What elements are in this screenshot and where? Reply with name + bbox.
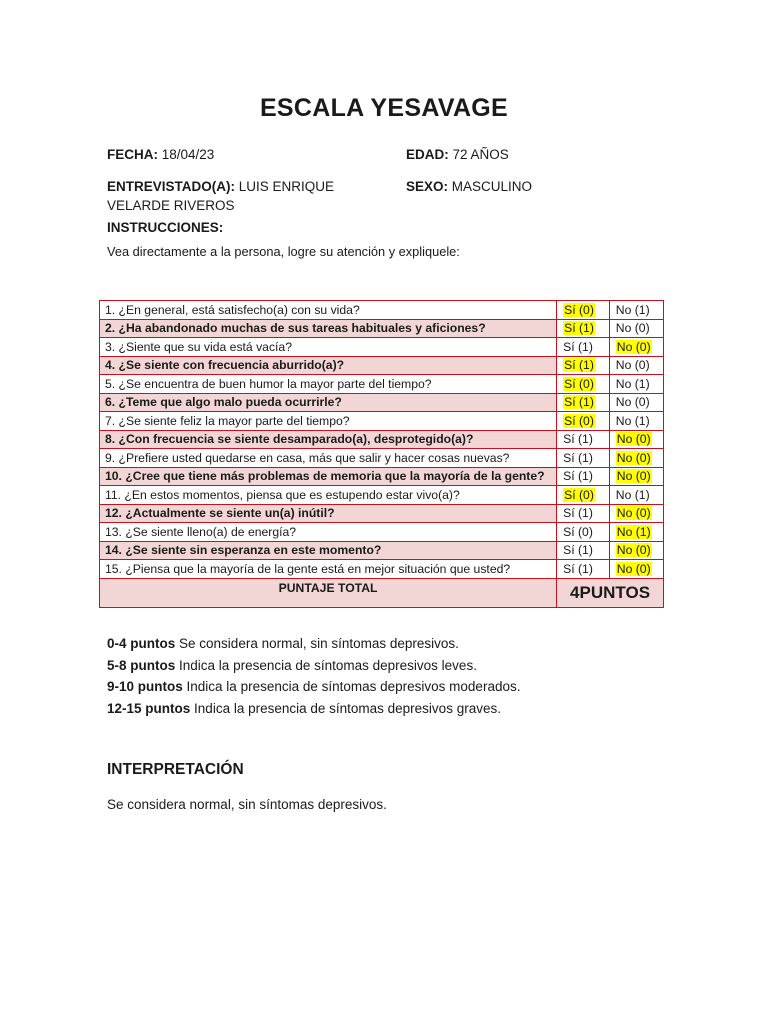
question-text: 14. ¿Se siente sin esperanza en este momento? <box>100 541 557 560</box>
answer-si: Sí (1) <box>563 506 593 521</box>
answer-no-cell <box>609 430 663 449</box>
total-row <box>100 578 664 607</box>
answer-si-cell <box>557 301 610 320</box>
answer-si-cell <box>557 560 610 579</box>
question-row <box>100 338 664 357</box>
answer-no: No (1) <box>615 487 650 502</box>
answer-si-cell <box>557 523 610 542</box>
answer-no-cell <box>609 449 663 468</box>
answer-no: No (0) <box>616 561 651 576</box>
answer-si-cell <box>557 319 610 338</box>
sexo-field <box>406 177 532 196</box>
fecha-field <box>107 145 214 164</box>
answer-no: No (0) <box>616 469 651 484</box>
answer-no-cell <box>609 356 663 375</box>
range-text: Indica la presencia de síntomas depresivos graves. <box>194 700 501 716</box>
scoring-ranges <box>107 633 520 719</box>
total-label: PUNTAJE TOTAL <box>100 578 557 607</box>
answer-si-cell <box>557 412 610 431</box>
answer-si-cell <box>557 486 610 505</box>
range-text: Indica la presencia de síntomas depresivos leves. <box>179 657 477 673</box>
question-text: 11. ¿En estos momentos, piensa que es estupendo estar vivo(a)? <box>100 486 557 505</box>
answer-no: No (0) <box>616 432 651 447</box>
answer-si-cell <box>557 393 610 412</box>
question-row <box>100 393 664 412</box>
range-label: 9-10 puntos <box>107 679 183 694</box>
edad-value: 72 AÑOS <box>452 147 509 162</box>
question-row <box>100 449 664 468</box>
entrevistado-value-line2: VELARDE RIVEROS <box>107 198 235 213</box>
answer-no: No (1) <box>616 524 651 539</box>
answer-si: Sí (1) <box>563 450 593 465</box>
edad-field <box>406 145 509 164</box>
answer-no-cell <box>609 486 663 505</box>
question-row <box>100 301 664 320</box>
range-item <box>107 655 520 677</box>
question-text: 5. ¿Se encuentra de buen humor la mayor parte del tiempo? <box>100 375 557 394</box>
interpretation-text: Se considera normal, sin síntomas depresivos. <box>107 797 387 812</box>
answer-si: Sí (1) <box>563 543 593 558</box>
entrevistado-field <box>107 177 334 215</box>
page-title: ESCALA YESAVAGE <box>259 94 509 122</box>
answer-si-cell <box>557 449 610 468</box>
answer-no-cell <box>609 504 663 523</box>
answer-no-cell <box>609 523 663 542</box>
range-label: 12-15 puntos <box>107 700 191 716</box>
interpretation-title: INTERPRETACIÓN <box>107 761 244 778</box>
answer-no: No (0) <box>616 543 651 558</box>
range-item <box>107 698 520 720</box>
range-label: 5-8 puntos <box>107 657 176 673</box>
answer-no-cell <box>609 412 663 431</box>
question-row <box>100 560 664 579</box>
answer-si: Sí (1) <box>563 469 593 484</box>
answer-si: Sí (1) <box>564 395 594 410</box>
answer-si: Sí (1) <box>563 561 593 576</box>
answer-no-cell <box>609 338 663 357</box>
answer-si-cell <box>557 504 610 523</box>
fecha-label: FECHA: <box>107 147 158 162</box>
answer-no-cell <box>609 301 663 320</box>
entrevistado-label: ENTREVISTADO(A): <box>107 179 235 194</box>
question-row <box>100 523 664 542</box>
question-text: 15. ¿Piensa que la mayoría de la gente está en mejor situación que usted? <box>100 560 557 579</box>
range-item <box>107 676 520 698</box>
answer-si: Sí (1) <box>563 432 593 447</box>
sexo-value: MASCULINO <box>451 179 533 194</box>
answer-no: No (0) <box>615 395 650 410</box>
question-text: 8. ¿Con frecuencia se siente desamparado(a), desprotegido(a)? <box>100 430 557 449</box>
range-text: Se considera normal, sin síntomas depresivos. <box>179 636 459 651</box>
answer-no: No (0) <box>616 450 651 465</box>
answer-no: No (0) <box>615 321 650 336</box>
answer-no: No (0) <box>615 358 650 373</box>
answer-si-cell <box>557 430 610 449</box>
answer-no-cell <box>609 393 663 412</box>
question-text: 1. ¿En general, está satisfecho(a) con su vida? <box>100 301 557 320</box>
question-text: 9. ¿Prefiere usted quedarse en casa, más que salir y hacer cosas nuevas? <box>100 449 557 468</box>
question-text: 3. ¿Siente que su vida está vacía? <box>100 338 557 357</box>
answer-no: No (0) <box>616 506 651 521</box>
answer-si-cell <box>557 541 610 560</box>
question-row <box>100 486 664 505</box>
sexo-label: SEXO: <box>406 179 449 194</box>
question-row <box>100 375 664 394</box>
range-item <box>107 633 520 655</box>
range-label: 0-4 puntos <box>107 636 176 651</box>
answer-no-cell <box>609 560 663 579</box>
answer-si-cell <box>557 467 610 486</box>
total-value: 4PUNTOS <box>557 578 664 607</box>
instrucciones-label: INSTRUCCIONES: <box>107 220 224 235</box>
fecha-value: 18/04/23 <box>161 147 215 162</box>
instrucciones-field <box>107 218 223 237</box>
answer-si: Sí (1) <box>563 339 593 354</box>
answer-si: Sí (0) <box>564 413 594 428</box>
question-text: 10. ¿Cree que tiene más problemas de memoria que la mayoría de la gente? <box>100 467 557 486</box>
answer-no: No (1) <box>615 413 650 428</box>
question-text: 2. ¿Ha abandonado muchas de sus tareas habituales y aficiones? <box>100 319 557 338</box>
answer-si: Sí (0) <box>564 376 594 391</box>
question-row <box>100 412 664 431</box>
question-text: 4. ¿Se siente con frecuencia aburrido(a)? <box>100 356 557 375</box>
answer-si: Sí (0) <box>563 524 593 539</box>
answer-no: No (1) <box>615 302 650 317</box>
answer-si: Sí (0) <box>564 302 594 317</box>
range-text: Indica la presencia de síntomas depresivos moderados. <box>186 679 521 694</box>
question-row <box>100 356 664 375</box>
answer-si: Sí (0) <box>564 487 594 502</box>
answer-si-cell <box>557 338 610 357</box>
answer-no-cell <box>609 541 663 560</box>
yesavage-table <box>99 300 664 608</box>
entrevistado-value-line1: LUIS ENRIQUE <box>238 179 335 194</box>
question-text: 6. ¿Teme que algo malo pueda ocurrirle? <box>100 393 557 412</box>
question-row <box>100 504 664 523</box>
edad-label: EDAD: <box>406 147 449 162</box>
questions-body <box>100 301 664 579</box>
instructions-text: Vea directamente a la persona, logre su atención y expliquele: <box>107 244 460 259</box>
question-row <box>100 319 664 338</box>
question-text: 12. ¿Actualmente se siente un(a) inútil? <box>100 504 557 523</box>
answer-no-cell <box>609 319 663 338</box>
question-text: 7. ¿Se siente feliz la mayor parte del tiempo? <box>100 412 557 431</box>
answer-si: Sí (1) <box>564 321 594 336</box>
question-row <box>100 541 664 560</box>
answer-si: Sí (1) <box>564 358 594 373</box>
answer-no: No (1) <box>615 376 650 391</box>
answer-no: No (0) <box>616 339 651 354</box>
question-text: 13. ¿Se siente lleno(a) de energía? <box>100 523 557 542</box>
question-row <box>100 430 664 449</box>
answer-si-cell <box>557 356 610 375</box>
answer-no-cell <box>609 467 663 486</box>
answer-no-cell <box>609 375 663 394</box>
question-row <box>100 467 664 486</box>
answer-si-cell <box>557 375 610 394</box>
